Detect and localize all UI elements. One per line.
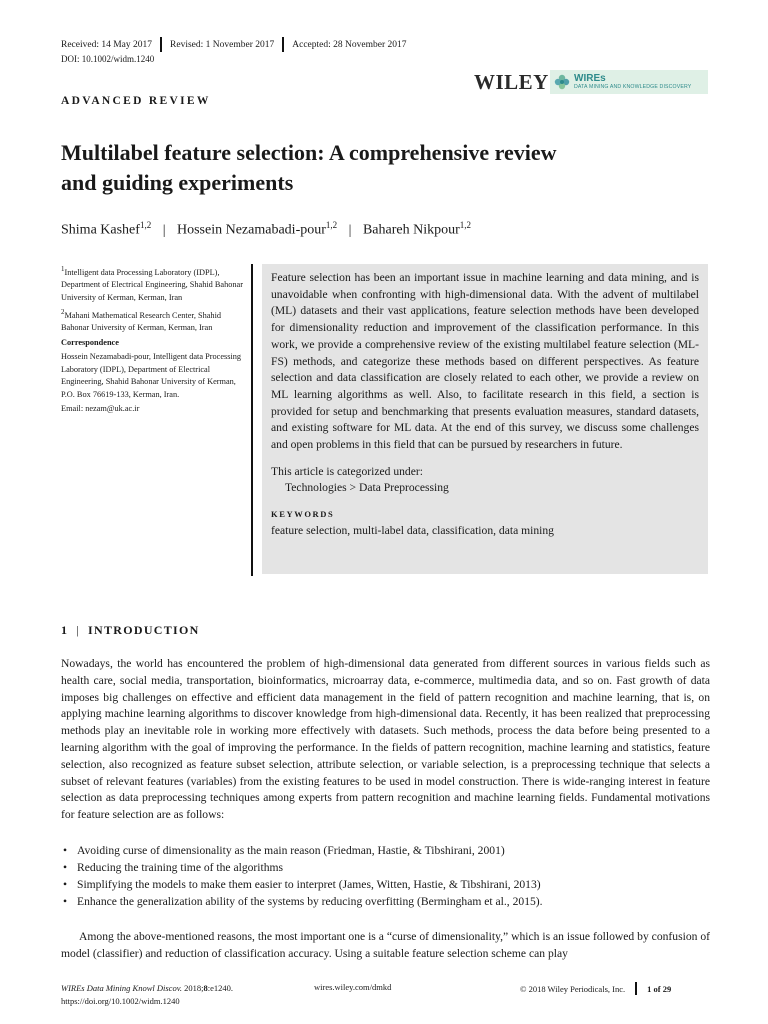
intro-paragraph-2: Among the above-mentioned reasons, the most important one is a “curse of dimensionality,” which is an issue followed by confusion of model (classifier) and reduction of classification accuracy. Using a suitable feature selection scheme can play [61, 930, 710, 960]
list-item: • Simplifying the models to make them easier to interpret (James, Witten, Hastie, & Tibshirani, 2013) [61, 876, 710, 893]
list-item: • Avoiding curse of dimensionality as the main reason (Friedman, Hastie, & Tibshirani, 2001) [61, 842, 710, 859]
article-dates [61, 37, 406, 52]
abstract-text: Feature selection has been an important issue in machine learning and data mining, and is unavoidable when confronting with high-dimensional data. With the advent of multilabel (ML) datasets and their vast applications, feature selection methods have been developed for dimensionality reduction and improvement of the classification performance. In this work, we provide a comprehensive review of the existing multilabel feature selection (ML-FS) methods, and categorize these methods based on different perspectives. As feature selection and data classification are closely related to each other, we provide a review on ML learning algorithms as well. Also, to facilitate research in this field, a section is provided for setup and benchmarking that presents evaluation measures, standard datasets, and existing software for ML data. At the end of this survey, we discuss some challenges and open problems in this field that can be pursued by researchers in future. [271, 271, 699, 452]
author-affiliation: 1,2 [459, 220, 472, 230]
footer-journal: WIREs Data Mining Knowl Discov. [61, 983, 182, 993]
author-name: Bahareh Nikpour [362, 222, 460, 238]
copyright: © 2018 Wiley Periodicals, Inc. [520, 983, 626, 994]
author-separator: | [348, 222, 352, 238]
affiliation-text: Mahani Mathematical Research Center, Shahid Bahonar University of Kerman, Kerman, Iran [61, 310, 222, 332]
wires-flower-icon [553, 73, 571, 91]
list-item: • Enhance the generalization ability of the systems by reducing overfitting (Bermingham et al., 2015). [61, 893, 710, 910]
correspondence-heading: Correspondence [61, 337, 119, 347]
author-affiliation: 1,2 [139, 220, 152, 230]
affiliations [61, 264, 249, 418]
author-name: Shima Kashef [61, 222, 140, 238]
author-name: Hossein Nezamabadi-pour [177, 222, 326, 238]
section-heading [61, 623, 200, 638]
correspondence-email: Email: nezam@uk.ac.ir [61, 404, 140, 414]
page-number: 1 of 29 [647, 983, 672, 994]
received-date: Received: 14 May 2017 [61, 39, 153, 50]
author-list [61, 220, 471, 239]
revised-date: Revised: 1 November 2017 [170, 39, 275, 50]
section-title: INTRODUCTION [88, 623, 200, 637]
keywords-heading: KEYWORDS [271, 509, 335, 520]
publisher-logo: WILEY [474, 70, 549, 94]
divider [282, 37, 284, 52]
footer-right [520, 982, 671, 995]
author-separator: | [162, 222, 166, 238]
list-item: • Reducing the training time of the algorithms [61, 859, 710, 876]
keywords: feature selection, multi-label data, classification, data mining [271, 524, 554, 538]
category-block [271, 464, 699, 497]
footer-volume: 8 [203, 983, 208, 993]
affiliation-2 [61, 307, 249, 335]
column-divider [251, 264, 253, 576]
divider [635, 982, 637, 995]
abstract-box [262, 264, 708, 574]
journal-subtitle: DATA MINING AND KNOWLEDGE DISCOVERY [574, 83, 692, 90]
divider [160, 37, 162, 52]
article-type: ADVANCED REVIEW [61, 95, 211, 107]
footer-article-id: :e1240. [207, 983, 233, 993]
correspondence-address: Hossein Nezamabadi-pour, Intelligent data Processing Laboratory (IDPL), Department of Electrical Engineering, Shahid Bahonar University of Kerman, P.O. Box 76619-133, Kerman, Iran. [61, 352, 242, 399]
affiliation-1 [61, 264, 249, 305]
accepted-date: Accepted: 28 November 2017 [292, 39, 407, 50]
journal-logo [550, 70, 708, 94]
footer-year: 2018; [181, 983, 204, 993]
journal-short-name: WIREs [574, 72, 606, 84]
intro-paragraph-1: Nowadays, the world has encountered the problem of high-dimensional data generated from different sources in various fields such as health care, social media, transportation, bioinformatics, microarray data, e-commerce, multimedia data, and so on. Fast growth of data imposes big challenges on effective and efficient data management in the field of pattern recognition and machine learning, that is, on applying machine learning algorithms to discover knowledge from high-dimensional data. Recently, it has been realized that preprocessing methods play an inevitable role in working more effectively with datasets. Such methods, process the data before being presented to a learning algorithm with the goal of improving the performance. In the fields of pattern recognition, machine learning and statistics, feature selection, also recognized as feature subset selection, attribute selection, or variable selection, is a preprocessing technique that selects a subset of relevant features (variables) from the existing features to be used in model construction. There is wide-ranging interest in feature selection as data preprocessing techniques among experts from pattern recognition and machine learning fields. Fundamental motivations for feature selection are as follows: [61, 657, 710, 822]
footer-site-link[interactable]: wires.wiley.com/dmkd [314, 982, 392, 992]
category-item: Technologies > Data Preprocessing [285, 481, 449, 495]
affiliation-number: 1 [61, 266, 65, 273]
section-number: 1 [61, 623, 69, 637]
affiliation-number: 2 [61, 308, 65, 316]
section-separator: | [76, 623, 81, 637]
author-affiliation: 1,2 [325, 220, 338, 230]
footer-citation [61, 982, 233, 1007]
category-intro: This article is categorized under: [271, 464, 423, 478]
article-title [61, 138, 661, 198]
title-line-1: Multilabel feature selection: A comprehensive review [61, 140, 557, 165]
affiliation-text: Intelligent data Processing Laboratory (IDPL), Department of Electrical Engineering, Shahid Bahonar University of Kerman, Kerman, Iran [61, 267, 244, 302]
motivation-list [61, 842, 710, 910]
footer-doi-link[interactable]: https://doi.org/10.1002/widm.1240 [61, 995, 180, 1006]
title-line-2: and guiding experiments [61, 170, 294, 195]
doi: DOI: 10.1002/widm.1240 [61, 54, 155, 64]
